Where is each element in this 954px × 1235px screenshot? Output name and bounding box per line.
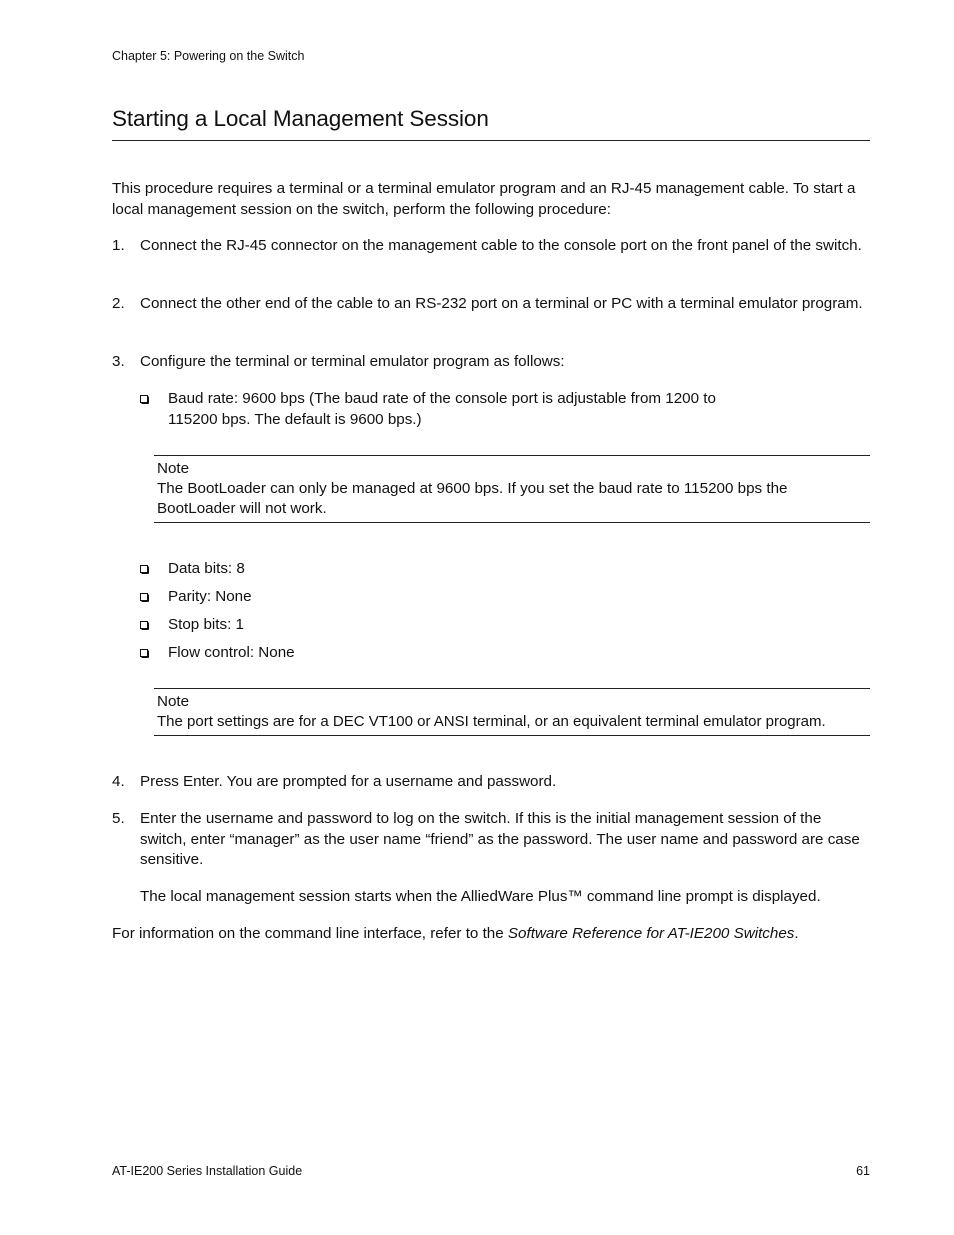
checkbox-square-icon xyxy=(140,565,149,574)
note-label: Note xyxy=(157,693,190,710)
list-item: Data bits: 8 xyxy=(168,560,245,577)
closing-prefix: For information on the command line interface, refer to the xyxy=(112,925,508,942)
note-text: The BootLoader can only be managed at 9600 bps. If you set the baud rate to 115200 bps the BootLoader will not work. xyxy=(157,480,788,517)
checkbox-square-icon xyxy=(140,649,149,658)
note-text: The port settings are for a DEC VT100 or ANSI terminal, or an equivalent terminal emulator program. xyxy=(157,713,826,730)
step-number: 1. xyxy=(112,237,125,254)
step-text: Configure the terminal or terminal emulator program as follows: xyxy=(140,353,565,370)
note-label: Note xyxy=(157,460,190,477)
step-text: Enter the username and password to log on the switch. If this is the initial management session of the switch, enter “manager” as the user name “friend” as the password. The user name and password are case sensitive. xyxy=(140,810,860,868)
note-box xyxy=(154,688,870,736)
session-start-text: The local management session starts when the AlliedWare Plus™ command line prompt is displayed. xyxy=(140,888,821,905)
list-item: Flow control: None xyxy=(168,644,295,661)
software-reference-title: Software Reference for AT-IE200 Switches xyxy=(507,925,795,942)
step-number: 2. xyxy=(112,295,125,312)
checkbox-square-icon xyxy=(140,621,149,630)
note-box xyxy=(154,455,870,523)
title-rule xyxy=(112,140,870,141)
step-number: 5. xyxy=(112,810,125,827)
list-item: Stop bits: 1 xyxy=(168,616,244,633)
checkbox-square-icon xyxy=(140,593,149,602)
closing-paragraph xyxy=(112,924,870,945)
closing-suffix: . xyxy=(794,925,799,942)
baud-rate-text: Baud rate: 9600 bps (The baud rate of the console port is adjustable from 1200 to 115200 bps. The default is 9600 bps.) xyxy=(168,390,716,428)
step-number: 4. xyxy=(112,773,125,790)
step-number: 3. xyxy=(112,353,125,370)
step-text: Connect the RJ-45 connector on the management cable to the console port on the front panel of the switch. xyxy=(140,237,862,254)
checkbox-square-icon xyxy=(140,395,149,404)
list-item: Parity: None xyxy=(168,588,252,605)
intro-paragraph: This procedure requires a terminal or a terminal emulator program and an RJ-45 management cable. To start a local management session on the switch, perform the following procedure: xyxy=(112,180,856,218)
footer-guide-title: AT-IE200 Series Installation Guide xyxy=(112,1164,303,1178)
step-text: Press Enter. You are prompted for a username and password. xyxy=(140,773,557,790)
running-header: Chapter 5: Powering on the Switch xyxy=(112,49,305,63)
step-text: Connect the other end of the cable to an RS-232 port on a terminal or PC with a terminal emulator program. xyxy=(140,295,863,312)
page-number: 61 xyxy=(856,1164,870,1178)
section-title: Starting a Local Management Session xyxy=(112,106,489,131)
